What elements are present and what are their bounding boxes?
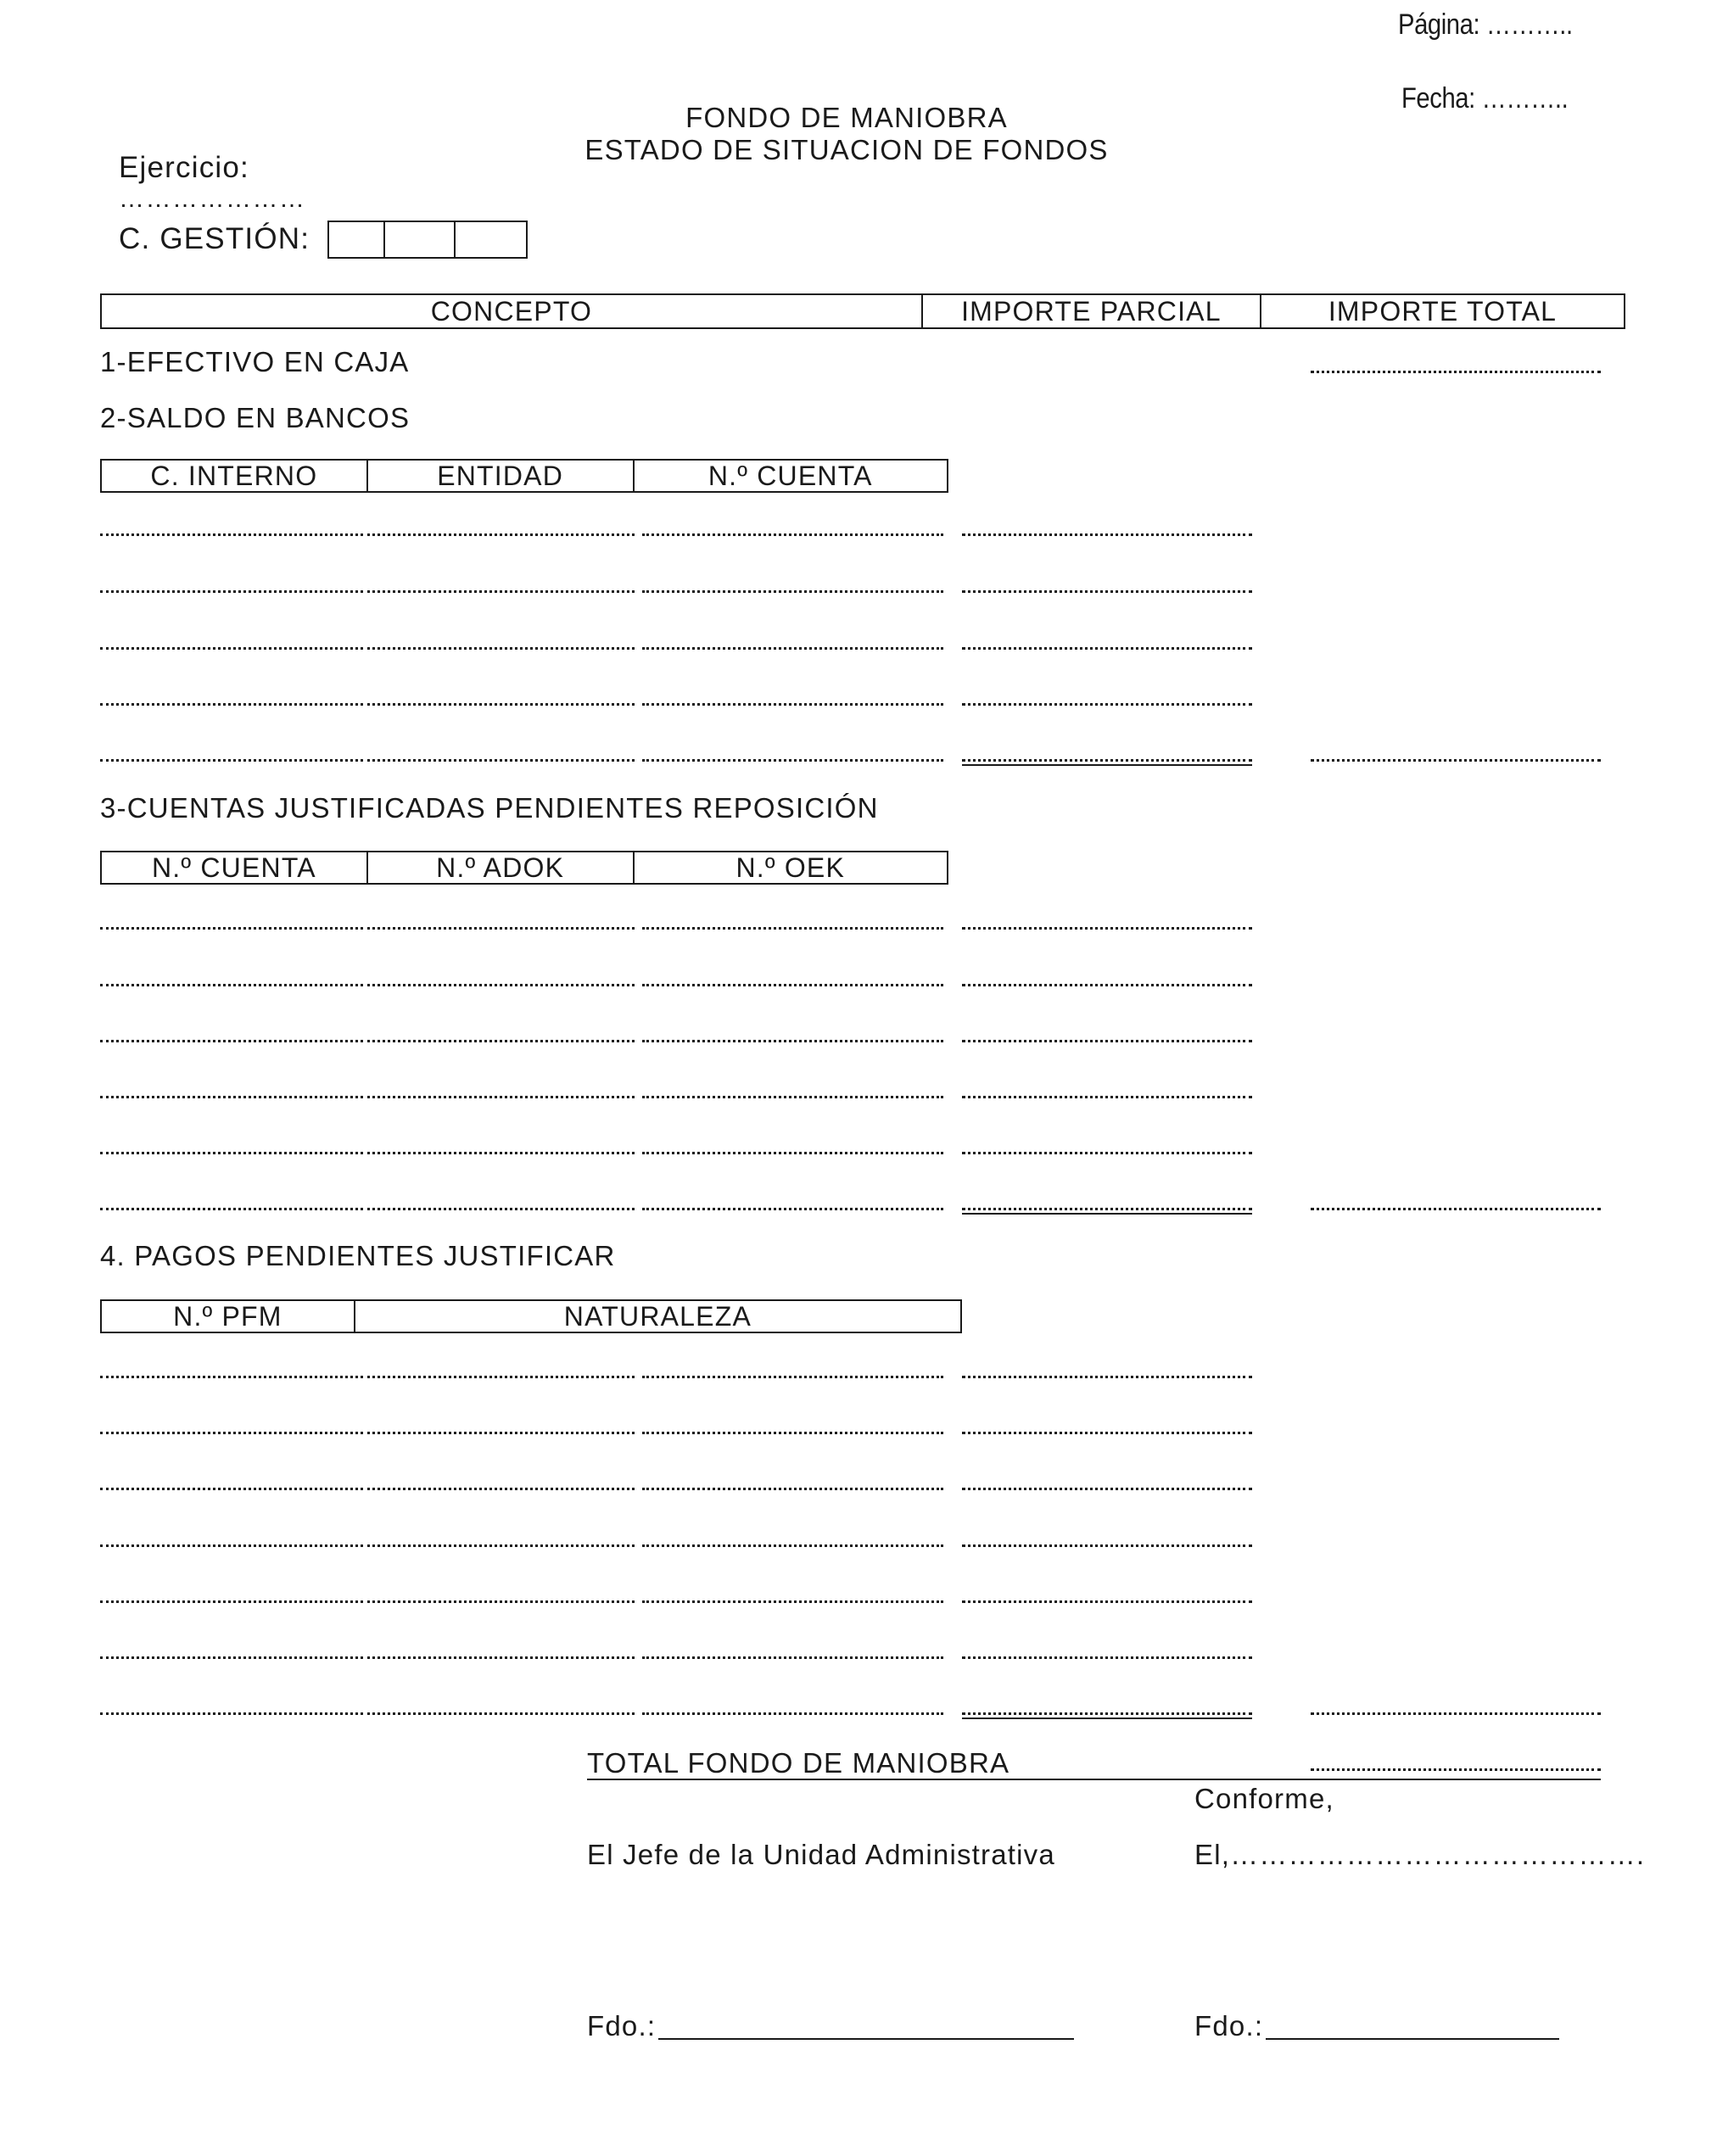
cuentas-cell[interactable] — [962, 927, 1252, 930]
gestion-box-1[interactable] — [327, 221, 385, 259]
col-n-pfm: N.º PFM — [102, 1301, 355, 1332]
cuentas-cell[interactable] — [367, 984, 635, 986]
bancos-cell[interactable] — [962, 590, 1252, 593]
cuentas-subtotal-underline — [962, 1213, 1252, 1215]
cuentas-cell[interactable] — [100, 1208, 363, 1210]
cuentas-cell[interactable] — [367, 1040, 635, 1042]
pagos-cell[interactable] — [100, 1488, 363, 1490]
pagos-cell[interactable] — [367, 1600, 635, 1603]
gestion-label: C. GESTIÓN: — [119, 222, 310, 255]
pagos-cell[interactable] — [962, 1544, 1252, 1547]
bancos-cell[interactable] — [100, 647, 363, 650]
bancos-cell[interactable] — [642, 590, 943, 593]
cuentas-cell[interactable] — [962, 984, 1252, 986]
fdo-left-label: Fdo.: — [587, 2010, 657, 2041]
col-n-adok: N.º ADOK — [368, 852, 635, 883]
section-3-label: 3-CUENTAS JUSTIFICADAS PENDIENTES REPOSICIÓN — [100, 792, 879, 824]
pagos-total-field[interactable] — [1311, 1712, 1601, 1715]
pagos-cell[interactable] — [962, 1656, 1252, 1659]
ejercicio-label: Ejercicio: — [119, 151, 249, 184]
main-table-header — [100, 293, 1625, 329]
conforme-label: Conforme, — [1194, 1783, 1334, 1814]
cuentas-cell[interactable] — [100, 1096, 363, 1098]
bancos-cell[interactable] — [100, 533, 363, 536]
page-subtitle: ESTADO DE SITUACION DE FONDOS — [584, 134, 1109, 165]
col-n-cuenta: N.º CUENTA — [102, 852, 368, 883]
col-naturaleza: NATURALEZA — [563, 1300, 752, 1332]
total-fondo-label: TOTAL FONDO DE MANIOBRA — [587, 1747, 1010, 1779]
cuentas-cell[interactable] — [367, 1096, 635, 1098]
cuentas-cell[interactable] — [962, 1208, 1252, 1210]
col-n-cuenta: N.º CUENTA — [707, 460, 873, 491]
pagos-subtotal-underline — [962, 1718, 1252, 1719]
bancos-subtotal-underline — [962, 764, 1252, 766]
ejercicio-field[interactable]: ………………… — [119, 185, 306, 213]
section-1-label: 1-EFECTIVO EN CAJA — [100, 346, 410, 377]
pagos-cell[interactable] — [642, 1712, 943, 1715]
total-underline — [587, 1779, 1601, 1780]
pagos-cell[interactable] — [642, 1600, 943, 1603]
fdo-left-signature-line[interactable] — [658, 2038, 1074, 2040]
cuentas-cell[interactable] — [962, 1096, 1252, 1098]
col-importe-parcial: IMPORTE PARCIAL — [923, 295, 1261, 327]
page-title: FONDO DE MANIOBRA — [685, 102, 1008, 133]
cuentas-cell[interactable] — [642, 1152, 943, 1154]
pagos-cell[interactable] — [642, 1488, 943, 1490]
pagos-cell[interactable] — [367, 1432, 635, 1434]
pagos-cell[interactable] — [962, 1432, 1252, 1434]
bancos-cell[interactable] — [367, 533, 635, 536]
bancos-cell[interactable] — [100, 590, 363, 593]
pagos-cell[interactable] — [962, 1488, 1252, 1490]
cuentas-cell[interactable] — [367, 927, 635, 930]
bancos-cell[interactable] — [100, 759, 363, 762]
bancos-cell[interactable] — [642, 703, 943, 706]
bancos-cell[interactable] — [962, 647, 1252, 650]
bancos-cell[interactable] — [962, 533, 1252, 536]
date-field[interactable]: Fecha: ……….. — [1401, 82, 1569, 115]
cuentas-cell[interactable] — [642, 984, 943, 986]
cuentas-cell[interactable] — [642, 1040, 943, 1042]
cuentas-cell[interactable] — [962, 1040, 1252, 1042]
fdo-right-signature-line[interactable] — [1266, 2038, 1559, 2040]
cuentas-cell[interactable] — [642, 1208, 943, 1210]
cuentas-cell[interactable] — [100, 1040, 363, 1042]
jefe-label: El Jefe de la Unidad Administrativa — [587, 1839, 1055, 1870]
pagos-cell[interactable] — [100, 1656, 363, 1659]
cuentas-cell[interactable] — [100, 984, 363, 986]
pagos-cell[interactable] — [100, 1600, 363, 1603]
gestion-box-2[interactable] — [383, 221, 456, 259]
efectivo-total-field[interactable] — [1311, 371, 1601, 373]
bancos-cell[interactable] — [100, 703, 363, 706]
section-4-label: 4. PAGOS PENDIENTES JUSTIFICAR — [100, 1240, 616, 1271]
page-number-field[interactable]: Página: ……….. — [1398, 8, 1573, 41]
pagos-cell[interactable] — [100, 1544, 363, 1547]
pagos-cell[interactable] — [367, 1544, 635, 1547]
pagos-cell[interactable] — [642, 1376, 943, 1378]
cuentas-total-field[interactable] — [1311, 1208, 1601, 1210]
col-concepto: CONCEPTO — [102, 295, 923, 327]
cuentas-table-header — [100, 851, 948, 885]
el-field[interactable]: El,……………………………………. — [1194, 1839, 1646, 1870]
bancos-cell[interactable] — [962, 759, 1252, 762]
pagos-cell[interactable] — [642, 1544, 943, 1547]
bancos-cell[interactable] — [642, 533, 943, 536]
col-c-interno: C. INTERNO — [102, 461, 368, 491]
pagos-cell[interactable] — [962, 1712, 1252, 1715]
col-n-oek: N.º OEK — [735, 852, 846, 883]
cuentas-cell[interactable] — [642, 1096, 943, 1098]
total-fondo-field[interactable] — [1311, 1768, 1601, 1771]
fdo-right-label: Fdo.: — [1194, 2010, 1264, 2041]
bancos-cell[interactable] — [962, 703, 1252, 706]
bancos-table-header — [100, 459, 948, 493]
cuentas-cell[interactable] — [962, 1152, 1252, 1154]
cuentas-cell[interactable] — [100, 1152, 363, 1154]
pagos-cell[interactable] — [642, 1432, 943, 1434]
pagos-cell[interactable] — [367, 1712, 635, 1715]
bancos-cell[interactable] — [367, 590, 635, 593]
pagos-cell[interactable] — [962, 1600, 1252, 1603]
col-importe-total: IMPORTE TOTAL — [1328, 295, 1558, 327]
pagos-cell[interactable] — [367, 1656, 635, 1659]
bancos-cell[interactable] — [367, 703, 635, 706]
pagos-cell[interactable] — [367, 1488, 635, 1490]
bancos-cell[interactable] — [367, 759, 635, 762]
pagos-cell[interactable] — [100, 1376, 363, 1378]
cuentas-cell[interactable] — [367, 1208, 635, 1210]
pagos-table-header — [100, 1299, 962, 1333]
cuentas-cell[interactable] — [100, 927, 363, 930]
pagos-cell[interactable] — [962, 1376, 1252, 1378]
pagos-cell[interactable] — [100, 1432, 363, 1434]
bancos-total-field[interactable] — [1311, 759, 1601, 762]
pagos-cell[interactable] — [642, 1656, 943, 1659]
pagos-cell[interactable] — [367, 1376, 635, 1378]
cuentas-cell[interactable] — [642, 927, 943, 930]
gestion-box-3[interactable] — [454, 221, 528, 259]
cuentas-cell[interactable] — [367, 1152, 635, 1154]
bancos-cell[interactable] — [642, 647, 943, 650]
bancos-cell[interactable] — [642, 759, 943, 762]
pagos-cell[interactable] — [100, 1712, 363, 1715]
bancos-cell[interactable] — [367, 647, 635, 650]
section-2-label: 2-SALDO EN BANCOS — [100, 402, 411, 433]
col-entidad: ENTIDAD — [368, 461, 635, 491]
